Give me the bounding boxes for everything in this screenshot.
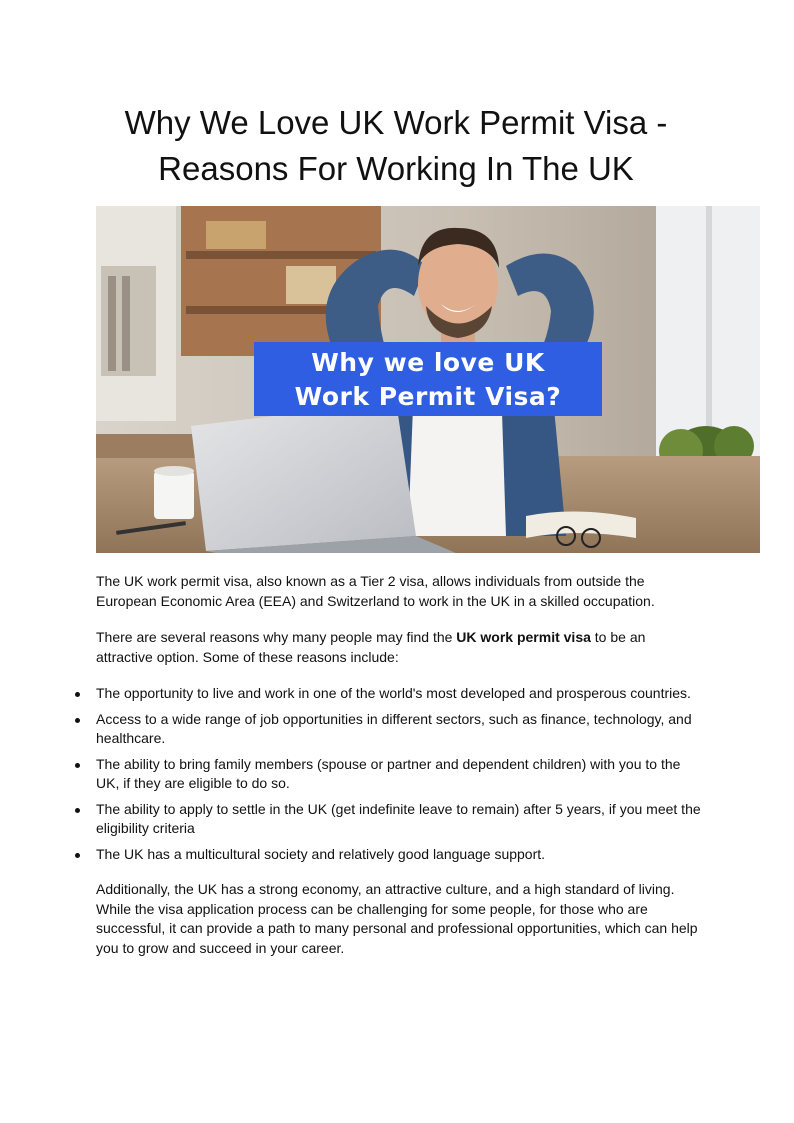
hero-banner [254, 342, 602, 416]
reasons-intro-paragraph [96, 628, 704, 667]
reasons-list [96, 684, 704, 864]
reasons-intro-bold: UK work permit visa [456, 629, 591, 645]
list-item: Access to a wide range of job opportunities in different sectors, such as finance, technology, and healthcare. [96, 710, 704, 749]
list-item: The ability to apply to settle in the UK (get indefinite leave to remain) after 5 years, if you meet the eligibility criteria [96, 800, 704, 839]
list-item: The opportunity to live and work in one of the world's most developed and prosperous countries. [96, 684, 704, 704]
intro-paragraph: The UK work permit visa, also known as a Tier 2 visa, allows individuals from outside the European Economic Area (EEA) and Switzerland to work in the UK in a skilled occupation. [96, 573, 655, 609]
hero-banner-line-1: Why we love UK [311, 348, 545, 377]
title-line-1: Why We Love UK Work Permit Visa - [124, 104, 668, 141]
title-line-2: Reasons For Working In The UK [158, 150, 634, 187]
reasons-intro-text: There are several reasons why many people may find the [96, 629, 457, 645]
article-body [96, 572, 704, 975]
hero-image [96, 206, 760, 553]
conclusion-paragraph: Additionally, the UK has a strong economy, an attractive culture, and a high standard of living. While the visa application process can be challenging for some people, for those who are successful, it can provide a path to many personal and professional opportunities, which can help you to grow and succeed in your career. [96, 881, 698, 956]
page-title [96, 100, 696, 192]
list-item: The UK has a multicultural society and relatively good language support. [96, 845, 704, 865]
list-item: The ability to bring family members (spouse or partner and dependent children) with you to the UK, if they are eligible to do so. [96, 755, 704, 794]
hero-banner-line-2: Work Permit Visa? [294, 382, 562, 411]
reasons-intro-text-end: to be an attractive option. Some of these reasons include: [96, 629, 646, 665]
